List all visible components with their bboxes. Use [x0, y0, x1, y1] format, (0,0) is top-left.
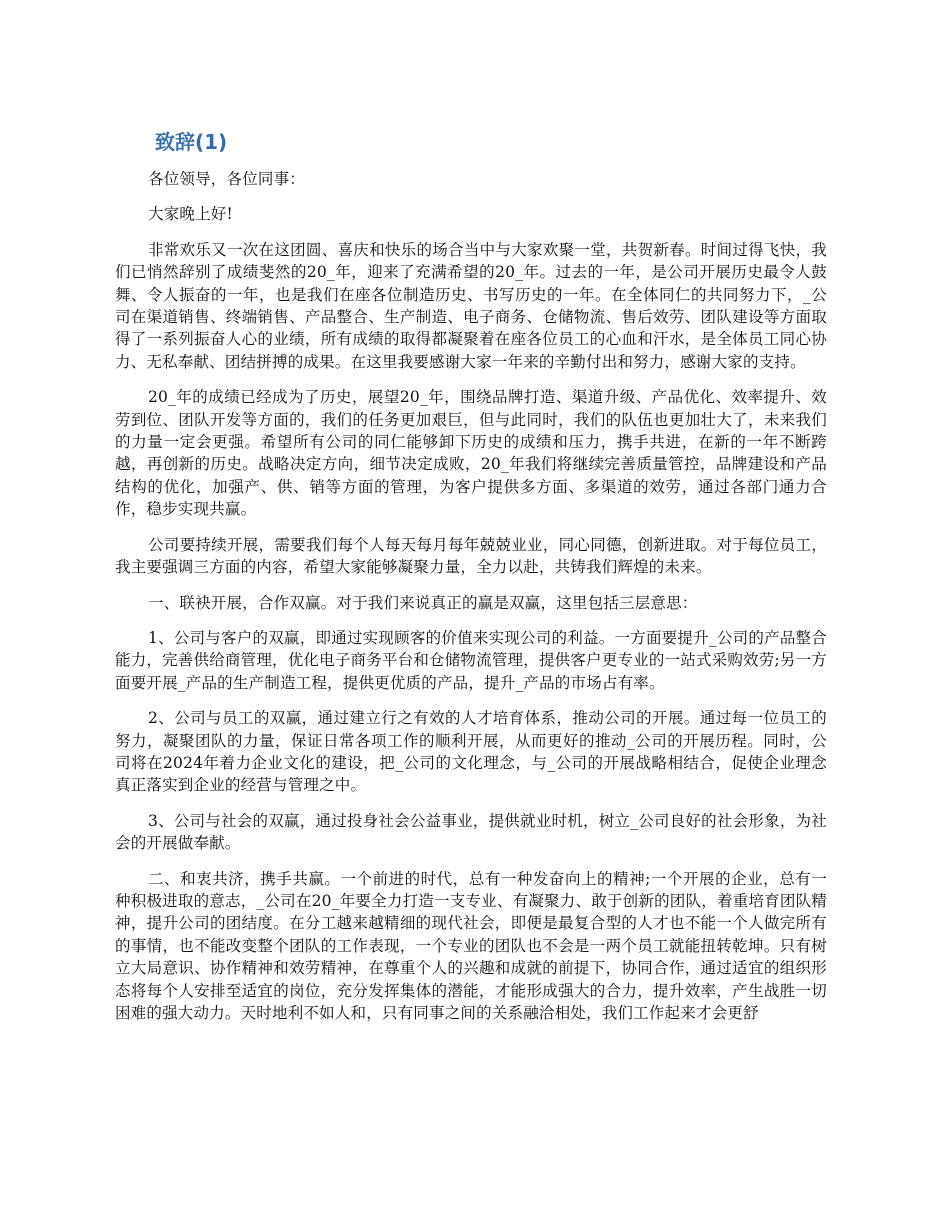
body-paragraph: 公司要持续开展，需要我们每个人每天每月每年兢兢业业，同心同德，创新进取。对于每位员工，我主要强调三方面的内容，希望大家能够凝聚力量，全力以赴，共铸我们辉煌的未来。	[115, 535, 827, 577]
greeting: 大家晚上好!	[148, 205, 233, 224]
section-heading-two: 二、和衷共济，携手共赢。一个前进的时代，总有一种发奋向上的精神;一个开展的企业，总有一种积极进取的意志，_公司在20_年要全力打造一支专业、有凝聚力、敢于创新的团队，着重培育团队精神，提升公司的团结度。在分工越来越精细的现代社会，即便是最复合型的人才也不能一个人做完所有的事情，也不能改变整个团队的工作表现，一个专业的团队也不会是一两个员工就能扭转乾坤。只有树立大局意识、协作精神和效劳精神，在尊重个人的兴趣和成就的前提下，协同合作，通过适宜的组织形态将每个人安排至适宜的岗位，充分发挥集体的潜能，才能形成强大的合力，提升效率，产生战胜一切困难的强大动力。天时地利不如人和，只有同事之间的关系融洽相处，我们工作起来才会更舒	[115, 869, 827, 1022]
body-paragraph: 20_年的成绩已经成为了历史，展望20_年，围绕品牌打造、渠道升级、产品优化、效率提升、效劳到位、团队开发等方面的，我们的任务更加艰巨，但与此同时，我们的队伍也更加壮大了，未来我们的力量一定会更强。希望所有公司的同仁能够卸下历史的成绩和压力，携手共进，在新的一年不断跨越，再创新的历史。战略决定方向，细节决定成败，20_年我们将继续完善质量管控，品牌建设和产品结构的优化，加强产、供、销等方面的管理，为客户提供多方面、多渠道的效劳，通过各部门通力合作，稳步实现共赢。	[115, 388, 827, 519]
list-item: 2、公司与员工的双赢，通过建立行之有效的人才培育体系，推动公司的开展。通过每一位员工的努力，凝聚团队的力量，保证日常各项工作的顺利开展，从而更好的推动_公司的开展历程。同时，公司将在2024年着力企业文化的建设，把_公司的文化理念，与_公司的开展战略相结合，促使企业理念真正落实到企业的经营与管理之中。	[115, 709, 827, 795]
document-title: 致辞(1)	[155, 130, 228, 154]
document-page	[115, 128, 827, 1037]
salutation: 各位领导，各位同事：	[148, 170, 306, 188]
body-paragraph: 非常欢乐又一次在这团圆、喜庆和快乐的场合当中与大家欢聚一堂，共贺新春。时间过得飞快，我们已悄然辞别了成绩斐然的20_年，迎来了充满希望的20_年。过去的一年，是公司开展历史最令人鼓舞、令人振奋的一年，也是我们在座各位制造历史、书写历史的一年。在全体同仁的共同努力下，_公司在渠道销售、终端销售、产品整合、生产制造、电子商务、仓储物流、售后效劳、团队建设等方面取得了一系列振奋人心的业绩，所有成绩的取得都凝聚着在座各位员工的心血和汗水，是全体员工同心协力、无私奉献、团结拼搏的成果。在这里我要感谢大家一年来的辛勤付出和努力，感谢大家的支持。	[115, 240, 827, 371]
list-item: 1、公司与客户的双赢，即通过实现顾客的价值来实现公司的利益。一方面要提升_公司的产品整合能力，完善供给商管理，优化电子商务平台和仓储物流管理，提供客户更专业的一站式采购效劳;另一方面要开展_产品的生产制造工程，提供更优质的产品，提升_产品的市场占有率。	[115, 628, 827, 692]
section-heading-one: 一、联袂开展，合作双赢。对于我们来说真正的赢是双赢，这里包括三层意思：	[148, 593, 698, 612]
list-item: 3、公司与社会的双赢，通过投身社会公益事业，提供就业时机，树立_公司良好的社会形象，为社会的开展做奉献。	[115, 811, 827, 853]
